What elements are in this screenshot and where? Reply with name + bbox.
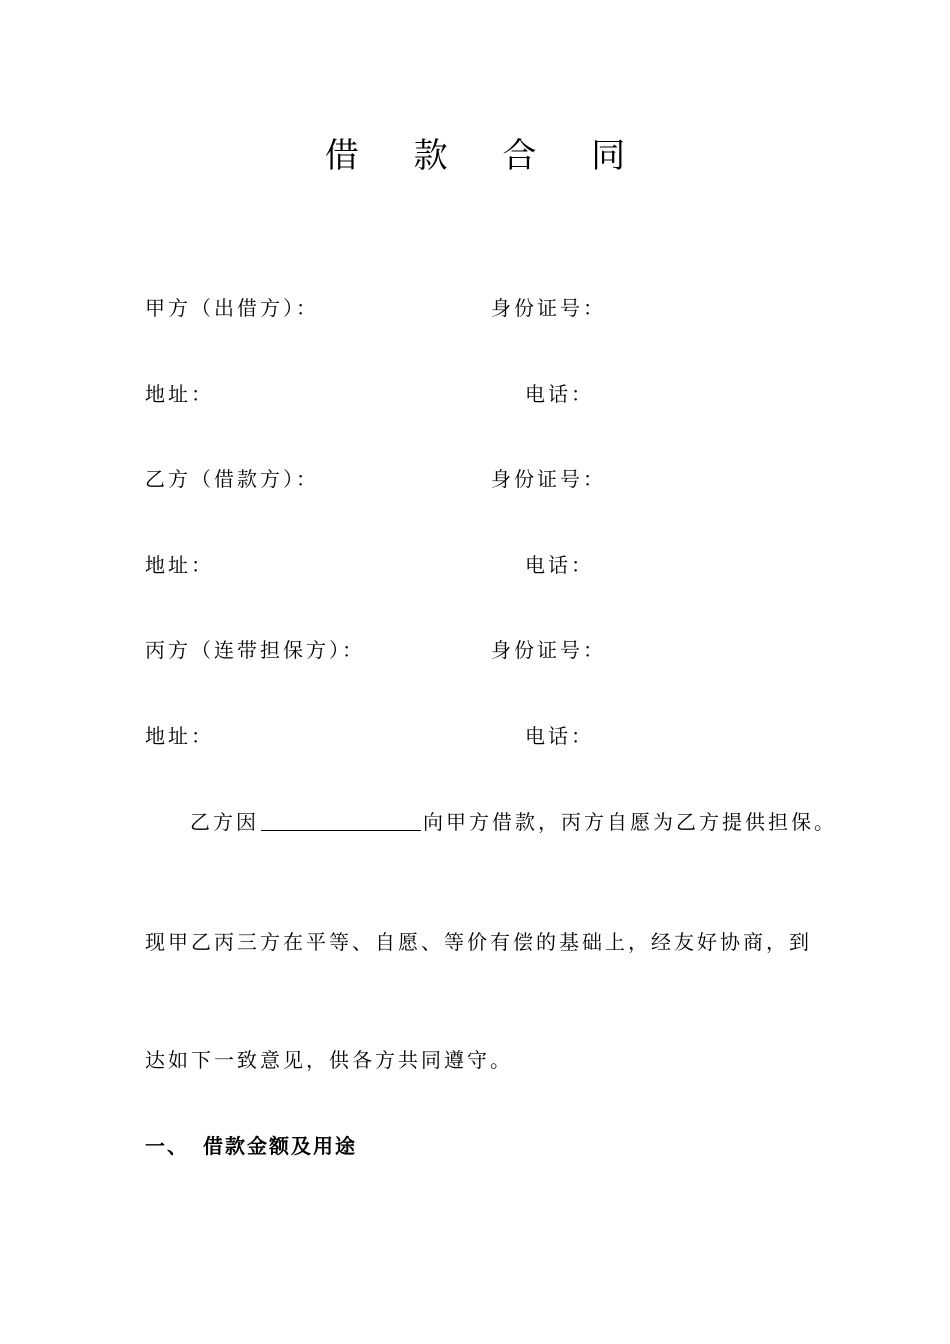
party-b-address-label: 地址：	[145, 553, 214, 577]
section-1-number: 一、	[145, 1134, 189, 1158]
party-a-label: 甲方（出借方）：	[145, 296, 319, 320]
intro-part2: 向甲方借款，丙方自愿为乙方提供担保。	[423, 810, 837, 834]
loan-reason-blank[interactable]	[261, 808, 421, 831]
intro-sentence	[190, 808, 837, 836]
party-c-id-label: 身份证号：	[491, 638, 606, 662]
section-1-title: 借款金额及用途	[203, 1134, 357, 1158]
party-a-address-label: 地址：	[145, 382, 214, 406]
party-c-address-label: 地址：	[145, 724, 214, 748]
agreement-paragraph-line2: 达如下一致意见，供各方共同遵守。	[145, 1048, 513, 1072]
agreement-paragraph-line1: 现甲乙丙三方在平等、自愿、等价有偿的基础上，经友好协商，到	[145, 930, 812, 954]
party-c-label: 丙方（连带担保方）：	[145, 638, 365, 662]
section-1-heading	[145, 1132, 357, 1160]
party-b-phone-label: 电话：	[525, 553, 594, 577]
party-a-id-label: 身份证号：	[491, 296, 606, 320]
party-b-id-label: 身份证号：	[491, 467, 606, 491]
party-b-label: 乙方（借款方）：	[145, 467, 319, 491]
party-c-phone-label: 电话：	[525, 724, 594, 748]
intro-part1: 乙方因	[190, 810, 259, 834]
document-title: 借 款 合 同	[324, 136, 648, 176]
party-a-phone-label: 电话：	[525, 382, 594, 406]
